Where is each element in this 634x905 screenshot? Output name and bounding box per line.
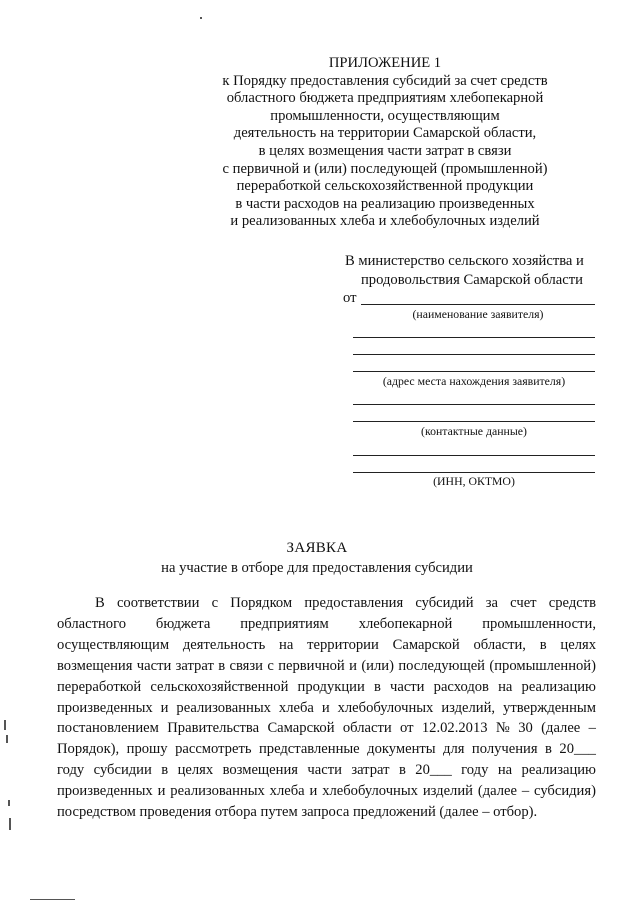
applicant-name-field[interactable] [361, 304, 595, 305]
body-word: части [390, 678, 425, 695]
body-word: осуществляющим [57, 636, 170, 653]
body-word: бюджета [155, 615, 211, 632]
body-word: Порядком [230, 595, 293, 611]
body-word: деятельность [182, 636, 266, 653]
body-word: утвержденным [503, 699, 596, 716]
body-word: и [321, 699, 330, 716]
appendix-line: в целях возмещения части затрат в связи [258, 142, 512, 159]
appendix-header [150, 55, 620, 231]
body-word: субсидия) [534, 783, 596, 800]
recipient-line-1: В министерство сельского хозяйства и [345, 253, 584, 269]
body-word: области [342, 720, 392, 737]
body-word: в [539, 636, 547, 653]
body-word: последующей [398, 657, 485, 674]
body-word: реализацию [521, 678, 596, 695]
appendix-line: к Порядку предоставления субсидий за счет средств [222, 72, 548, 89]
body-word: прошу [126, 741, 168, 758]
body-word: постановлением [57, 720, 159, 737]
body-word: 20___ [559, 741, 596, 758]
body-word: реализованных [170, 783, 265, 800]
body-word: – [521, 783, 530, 800]
body-word: году [461, 762, 489, 779]
body-word: (далее [541, 720, 581, 737]
body-line [57, 760, 596, 781]
body-word: В [95, 595, 105, 611]
body-word: – [588, 720, 596, 737]
body-word: документы [367, 741, 436, 758]
application-subtitle: на участие в отборе для предоставления субсидии [161, 560, 473, 576]
scan-artifact [6, 735, 8, 743]
address-field-line[interactable] [353, 371, 595, 372]
body-word: реализованных [176, 699, 271, 716]
scan-artifact [8, 800, 10, 806]
body-word: и [160, 699, 169, 716]
body-word: за [485, 595, 498, 611]
body-word: возмещения [222, 762, 298, 779]
body-word: территории [307, 636, 379, 653]
appendix-line: с первичной и (или) последующей (промышленной) [222, 160, 548, 177]
body-word: средств [548, 595, 596, 611]
body-word: в [545, 741, 552, 758]
inn-caption: (ИНН, ОКТМО) [433, 474, 515, 488]
body-word: (или) [361, 657, 394, 674]
body-word: с [267, 657, 274, 674]
body-word: продукции [297, 678, 365, 695]
body-word: в [161, 762, 169, 779]
body-word: и [157, 783, 166, 800]
recipient-line-2: продовольствия Самарской области [361, 272, 583, 288]
body-line [57, 739, 596, 760]
body-word: в [373, 678, 381, 695]
body-word: хлебопекарной [358, 615, 453, 632]
contacts-field-line[interactable] [353, 421, 595, 422]
application-title: ЗАЯВКА [286, 540, 348, 556]
body-word: от [400, 720, 414, 737]
body-word: предоставления [304, 595, 404, 611]
address-field-line[interactable] [353, 337, 595, 338]
body-word: произведенных [57, 783, 153, 800]
body-word: (далее [477, 783, 517, 800]
body-word: изделий, [441, 699, 496, 716]
body-line [57, 698, 596, 719]
address-caption: (адрес места нахождения заявителя) [382, 374, 566, 388]
scan-artifact [9, 818, 11, 830]
body-word: реализацию [521, 762, 596, 779]
body-word: целях [560, 636, 596, 653]
body-word: 20___ [415, 762, 452, 779]
body-word: промышленности, [482, 615, 596, 632]
scan-artifact [30, 899, 75, 900]
body-word: рассмотреть [175, 741, 252, 758]
body-word: Порядок), [57, 741, 120, 758]
body-word: посредством проведения отбора путем запроса предложений (далее – отбор). [57, 804, 538, 821]
appendix-line: областного бюджета предприятиям хлебопекарной [226, 90, 544, 107]
appendix-line: и реализованных хлеба и хлебобулочных изделий [230, 213, 540, 230]
body-line [57, 614, 596, 635]
from-label: от [343, 290, 357, 306]
body-word: № [495, 720, 510, 737]
body-word: на [279, 636, 294, 653]
address-field-line[interactable] [353, 354, 595, 355]
body-word: году [57, 762, 85, 779]
appendix-line: в части расходов на реализацию произведенных [235, 195, 535, 212]
body-line [57, 781, 596, 802]
body-word: (промышленной) [489, 657, 596, 674]
body-word: сельскохозяйственной [150, 678, 289, 695]
body-line [57, 656, 596, 677]
body-line [57, 718, 596, 739]
appendix-line: деятельность на территории Самарской области, [233, 125, 537, 142]
body-word: части [307, 762, 342, 779]
contacts-field-line[interactable] [353, 404, 595, 405]
body-word: на [497, 762, 513, 779]
body-line [57, 635, 596, 656]
body-word: хлеба [269, 783, 305, 800]
body-word: возмещения [57, 657, 133, 674]
scan-artifact [4, 720, 6, 730]
body-word: соответствии [116, 595, 200, 611]
body-word: затрат [351, 762, 390, 779]
scan-artifact [200, 17, 202, 19]
body-word: Самарской [267, 720, 335, 737]
body-line [57, 802, 596, 823]
inn-field-line[interactable] [353, 472, 595, 473]
applicant-name-caption: (наименование заявителя) [412, 307, 544, 321]
body-word: на [498, 678, 513, 695]
body-word: для [443, 741, 465, 758]
body-word: целях [177, 762, 214, 779]
body-word: 30 [518, 720, 533, 737]
body-word: Правительства [167, 720, 260, 737]
body-word: Самарской [392, 636, 460, 653]
body-word: области, [473, 636, 526, 653]
body-word: хлебобулочных [337, 699, 434, 716]
body-word: переработкой [57, 678, 142, 695]
body-word: предприятиям [240, 615, 329, 632]
body-word: затрат [175, 657, 214, 674]
body-word: и [349, 657, 357, 674]
body-word: изделий [422, 783, 473, 800]
body-word: субсидии [93, 762, 152, 779]
body-word: расходов [433, 678, 489, 695]
body-word: получения [471, 741, 538, 758]
body-word: связи [229, 657, 263, 674]
body-word: субсидий [415, 595, 474, 611]
body-line [57, 593, 596, 614]
inn-field-line[interactable] [353, 455, 595, 456]
body-word: хлеба [278, 699, 314, 716]
body-word: хлебобулочных [322, 783, 418, 800]
appendix-title: ПРИЛОЖЕНИЕ 1 [328, 55, 442, 71]
body-word: и [309, 783, 318, 800]
body-word: с [211, 595, 219, 611]
body-word: произведенных [57, 699, 153, 716]
body-word: представленные [258, 741, 360, 758]
body-line [57, 677, 596, 698]
appendix-line: переработкой сельскохозяйственной продукции [236, 178, 534, 195]
body-word: счет [510, 595, 537, 611]
application-body [57, 593, 596, 823]
body-word: части [136, 657, 172, 674]
body-word: в [218, 657, 226, 674]
body-word: областного [57, 615, 126, 632]
body-word: в [398, 762, 406, 779]
body-word: первичной [278, 657, 345, 674]
contacts-caption: (контактные данные) [421, 424, 527, 438]
body-word: 12.02.2013 [421, 720, 488, 737]
appendix-line: промышленности, осуществляющим [270, 107, 500, 124]
